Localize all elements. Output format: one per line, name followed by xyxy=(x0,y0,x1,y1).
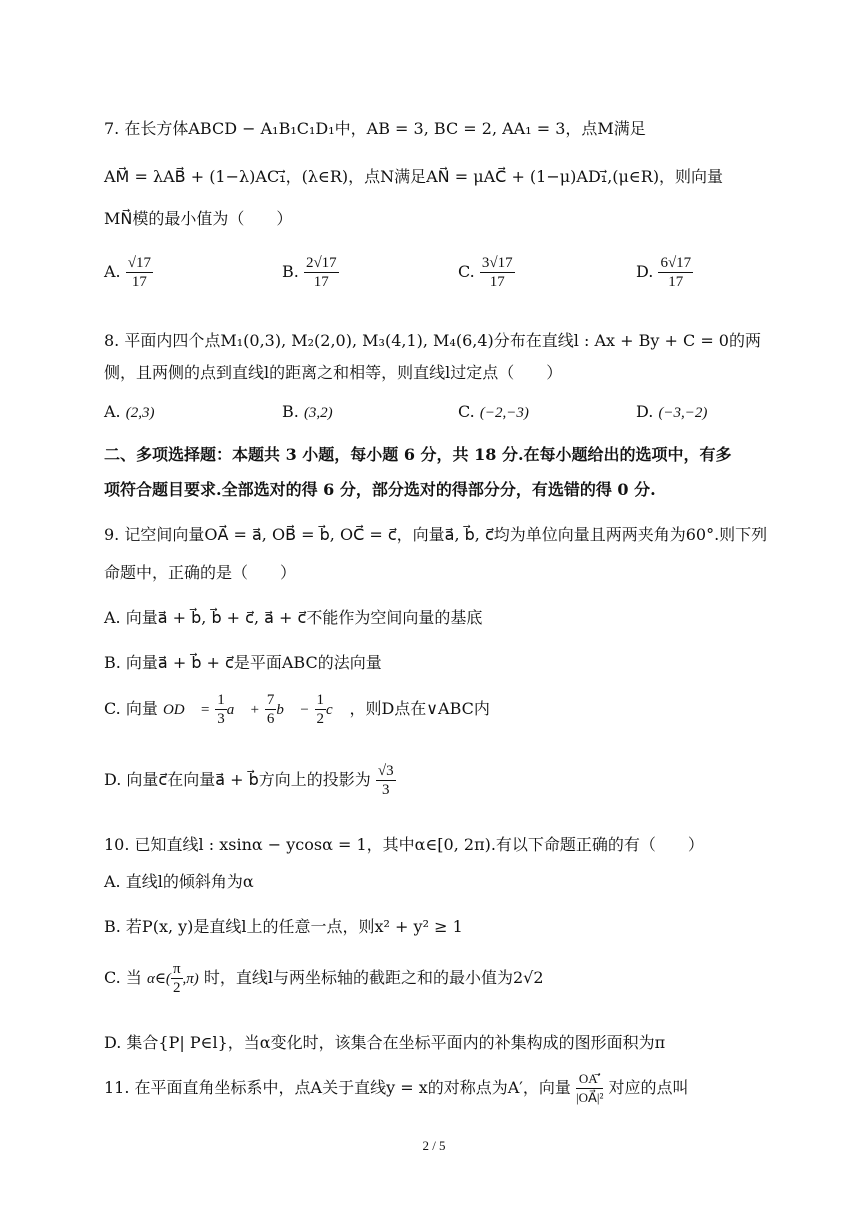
q7-a-num: √17 xyxy=(127,255,151,271)
q10-option-a: A. 直线l的倾斜角为α xyxy=(104,872,254,891)
q7-a-den: 17 xyxy=(131,274,147,290)
q8-line-1: 8. 平面内四个点M₁(0,3), M₂(2,0), M₃(4,1), M₄(6,4)分布在直线l : Ax + By + C = 0的两 xyxy=(104,331,761,350)
section-2-heading-2: 项符合题目要求.全部选对的得 6 分，部分选对的得部分分，有选错的得 0 分. xyxy=(104,480,656,499)
q7-c-num: 3√17 xyxy=(481,255,513,271)
q8-option-c: C. (−2,−3) xyxy=(458,402,529,421)
q7-b-den: 17 xyxy=(313,274,329,290)
q9-option-b: B. 向量a⃗ + b⃗ + c⃗是平面ABC的法向量 xyxy=(104,653,382,672)
q9-option-d: D. 向量c⃗在向量a⃗ + b⃗方向上的投影为 $\frac{√3}{3}$ xyxy=(104,763,394,798)
q10-option-d: D. 集合{P| P∈l}，当α变化时，该集合在坐标平面内的补集构成的图形面积为π xyxy=(104,1033,666,1052)
q7-b-num: 2√17 xyxy=(305,255,337,271)
q7-d-num: 6√17 xyxy=(660,255,692,271)
q10-line-1: 10. 已知直线l : xsinα − ycosα = 1，其中α∈[0, 2π).有以下命题正确的有（ ） xyxy=(104,835,704,854)
q7-c-den: 17 xyxy=(489,274,505,290)
q7-option-d: D. $\frac{6√17}{17}$ xyxy=(636,255,692,290)
q11-line-1: 11. 在平面直角坐标系中，点A关于直线y = x的对称点为A′，向量 $\frac{OA'⃗}{\text{|OA⃗|²}}$ 对应的点叫 xyxy=(104,1071,689,1105)
q8-option-b: B. (3,2) xyxy=(282,402,333,421)
q7-line-1: 7. 在长方体ABCD − A₁B₁C₁D₁中，AB = 3, BC = 2, AA₁ = 3，点M满足 xyxy=(104,119,646,138)
q9-option-c: C. 向量 OD⃗ = $\frac{1}{3}$ a⃗ + $\frac{7}{6}$ b⃗ − $\frac{1}{2}$ c⃗ ，则D点在∨ABC内 xyxy=(104,692,490,727)
q7-line-3: MN⃗模的最小值为（ ） xyxy=(104,209,293,228)
q8-option-a: A. (2,3) xyxy=(104,402,155,421)
q10-option-c: C. 当 α∈( $\frac{\pi}{2}$ ,π) 时，直线l与两坐标轴的截距之和的最小值为2√2 xyxy=(104,961,544,996)
q7-option-a: A. $\frac{√17}{17}$ xyxy=(104,255,151,290)
q9-line-1: 9. 记空间向量OA⃗ = a⃗, OB⃗ = b⃗, OC⃗ = c⃗，向量a⃗, b⃗, c⃗均为单位向量且两两夹角为60°.则下列 xyxy=(104,525,768,544)
section-2-heading-1: 二、多项选择题：本题共 3 小题，每小题 6 分，共 18 分.在每小题给出的选项中，有多 xyxy=(104,445,732,464)
q7-line-2: AM⃗ = λAB⃗ + (1−λ)AC₁⃗，(λ∈R)，点N满足AN⃗ = μAC⃗ + (1−μ)AD₁⃗,(μ∈R)，则向量 xyxy=(104,167,724,186)
page-number: 2 / 5 xyxy=(422,1138,446,1153)
q8-option-d: D. (−3,−2) xyxy=(636,402,708,421)
q7-option-b: B. $\frac{2√17}{17}$ xyxy=(282,255,337,290)
q9-option-a: A. 向量a⃗ + b⃗, b⃗ + c⃗, a⃗ + c⃗不能作为空间向量的基底 xyxy=(104,608,483,627)
q8-line-2: 侧，且两侧的点到直线l的距离之和相等，则直线l过定点（ ） xyxy=(104,363,563,382)
q9-line-2: 命题中，正确的是（ ） xyxy=(104,563,297,582)
q10-option-b: B. 若P(x, y)是直线l上的任意一点，则x² + y² ≥ 1 xyxy=(104,917,463,936)
q7-option-c: C. $\frac{3√17}{17}$ xyxy=(458,255,513,290)
q7-d-den: 17 xyxy=(668,274,684,290)
